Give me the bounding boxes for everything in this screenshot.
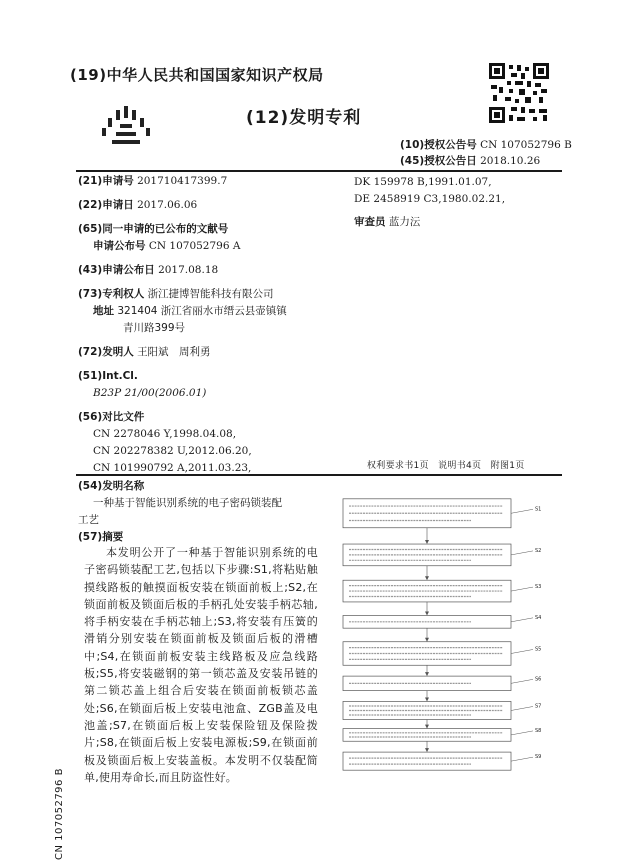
flow-step-label: S9 (535, 754, 542, 761)
pub-date-row (400, 153, 572, 169)
filing-date-label: (22)申请日 (78, 199, 134, 211)
side-doc-number: CN 107052796 B (54, 768, 65, 860)
flow-step-box (343, 616, 511, 629)
qr-code (489, 63, 549, 123)
filing-date-row (78, 197, 287, 214)
flow-step-label: S8 (535, 727, 542, 734)
address-line1: 321404 浙江省丽水市缙云县壶镇镇 (117, 305, 287, 317)
flow-step-label: S7 (535, 703, 542, 710)
flow-arrowhead (425, 697, 429, 701)
patentee-value: 浙江捷博智能科技有限公司 (147, 288, 274, 300)
same-app-label: (65)同一申请的已公布的文献号 (78, 223, 229, 235)
app-number-label: (21)申请号 (78, 175, 134, 187)
flow-step-box (343, 580, 511, 602)
title-label: (54)发明名称 (78, 480, 145, 492)
flow-step-box (343, 701, 511, 719)
flow-leader-line (511, 618, 533, 622)
abstract-label: (57)摘要 (78, 531, 124, 543)
ref-item: DK 159978 B,1991.01.07, (354, 176, 492, 188)
patentee-label: (73)专利权人 (78, 288, 145, 300)
flow-step-label: S4 (535, 614, 542, 621)
flow-arrowhead (425, 748, 429, 752)
pub-date-value: 2018.10.26 (480, 155, 541, 167)
flow-step-label: S3 (535, 584, 542, 591)
flow-leader-line (511, 757, 533, 761)
flow-arrowhead (425, 540, 429, 544)
app-number-value: 201710417399.7 (137, 175, 228, 187)
section-divider (76, 474, 562, 476)
flow-leader-line (511, 706, 533, 710)
flow-step-box (343, 499, 511, 528)
refs-label: (56)对比文件 (78, 411, 145, 423)
flow-step-box (343, 642, 511, 666)
ref-item: DE 2458919 C3,1980.02.21, (354, 193, 506, 205)
intcl-label: (51)Int.Cl. (78, 370, 138, 382)
flow-step-label: S5 (535, 646, 542, 653)
right-column (354, 174, 505, 231)
publication-info (400, 137, 572, 169)
app-pub-row (93, 238, 287, 255)
examiner-label: 审查员 (354, 216, 386, 228)
patentee-row (78, 286, 287, 303)
title-line2: 工艺 (78, 514, 99, 526)
process-flowchart (335, 497, 560, 772)
flow-step-box (343, 676, 511, 690)
flow-arrowhead (425, 576, 429, 580)
flow-leader-line (511, 649, 533, 653)
flow-arrowhead (425, 612, 429, 616)
intcl-value: B23P 21/00(2006.01) (93, 387, 207, 399)
flow-step-box (343, 544, 511, 566)
flow-arrowhead (425, 672, 429, 676)
flow-arrowhead (425, 725, 429, 729)
pub-number-row (400, 137, 572, 153)
flow-leader-line (511, 731, 533, 735)
address-label: 地址 (93, 305, 114, 317)
same-app-row (78, 221, 287, 238)
flow-step-label: S6 (535, 676, 542, 683)
intcl-row (78, 368, 287, 385)
inventors-row (78, 344, 287, 361)
flow-leader-line (511, 587, 533, 591)
flow-leader-line (511, 509, 533, 513)
inventors-label: (72)发明人 (78, 346, 134, 358)
ref-item: CN 2278046 Y,1998.04.08, (93, 428, 237, 440)
abstract-paragraph: 本发明公开了一种基于智能识别系统的电子密码锁装配工艺,包括以下步骤:S1,将粘贴触摸线路板的触摸面板安装在锁面前板上;S2,在锁面前板及锁面后板的手柄孔处安装手柄芯轴,将手柄安装在手柄芯轴上;S3,将安装有压簧的滑销分别安装在锁面前板及锁面后板的滑槽中;S4,在锁面前板安装主线路板及应急线路板;S5,将安装磁钢的第一锁芯盖及安装吊链的第二锁芯盖上组合后安装在锁面前板锁芯盖处;S6,在锁面后板上安装电池盒、ZGB盖及电池盖;S7,在锁面后板上安装保险钮及保险拨片;S8,在锁面后板上安装电源板;S9,在锁面前板及锁面后板上安装盖板。本发明不仅装配简单,使用寿命长,而且防盗性好。 (84, 546, 318, 784)
page-count: 权利要求书1页 说明书4页 附图1页 (367, 461, 525, 471)
header-divider (76, 170, 562, 172)
app-pub-label: 申请公布号 (93, 240, 146, 252)
inventors-value: 王阳斌 周利勇 (137, 346, 211, 358)
app-pub-date-row (78, 262, 287, 279)
examiner-row (354, 214, 505, 231)
flow-leader-line (511, 551, 533, 555)
flow-step-box (343, 729, 511, 742)
flow-leader-line (511, 679, 533, 683)
refs-row (78, 409, 287, 426)
cnipa-logo (96, 104, 156, 150)
document-type: (12)发明专利 (246, 108, 362, 128)
ref-item: CN 202278382 U,2012.06.20, (93, 445, 252, 457)
pub-number-value: CN 107052796 B (480, 139, 572, 151)
filing-date-value: 2017.06.06 (137, 199, 198, 211)
flow-step-label: S1 (535, 506, 542, 513)
address-row (93, 303, 287, 320)
invention-title-block (78, 478, 282, 546)
flow-step-box (343, 752, 511, 770)
app-pub-date-label: (43)申请公布日 (78, 264, 155, 276)
app-number-row (78, 173, 287, 190)
pub-number-label: (10)授权公告号 (400, 139, 477, 151)
bibliographic-data (78, 173, 287, 477)
office-name: (19)中华人民共和国国家知识产权局 (70, 66, 324, 84)
address-line2: 青川路399号 (123, 322, 186, 334)
app-pub-date-value: 2017.08.18 (158, 264, 219, 276)
title-line1: 一种基于智能识别系统的电子密码锁装配 (93, 497, 282, 509)
flow-step-label: S2 (535, 547, 542, 554)
flow-arrowhead (425, 638, 429, 642)
ref-item: CN 101990792 A,2011.03.23, (93, 462, 252, 474)
abstract-text (84, 544, 318, 786)
app-pub-value: CN 107052796 A (148, 240, 241, 252)
pub-date-label: (45)授权公告日 (400, 155, 477, 167)
examiner-value: 蓝力沄 (388, 216, 421, 228)
